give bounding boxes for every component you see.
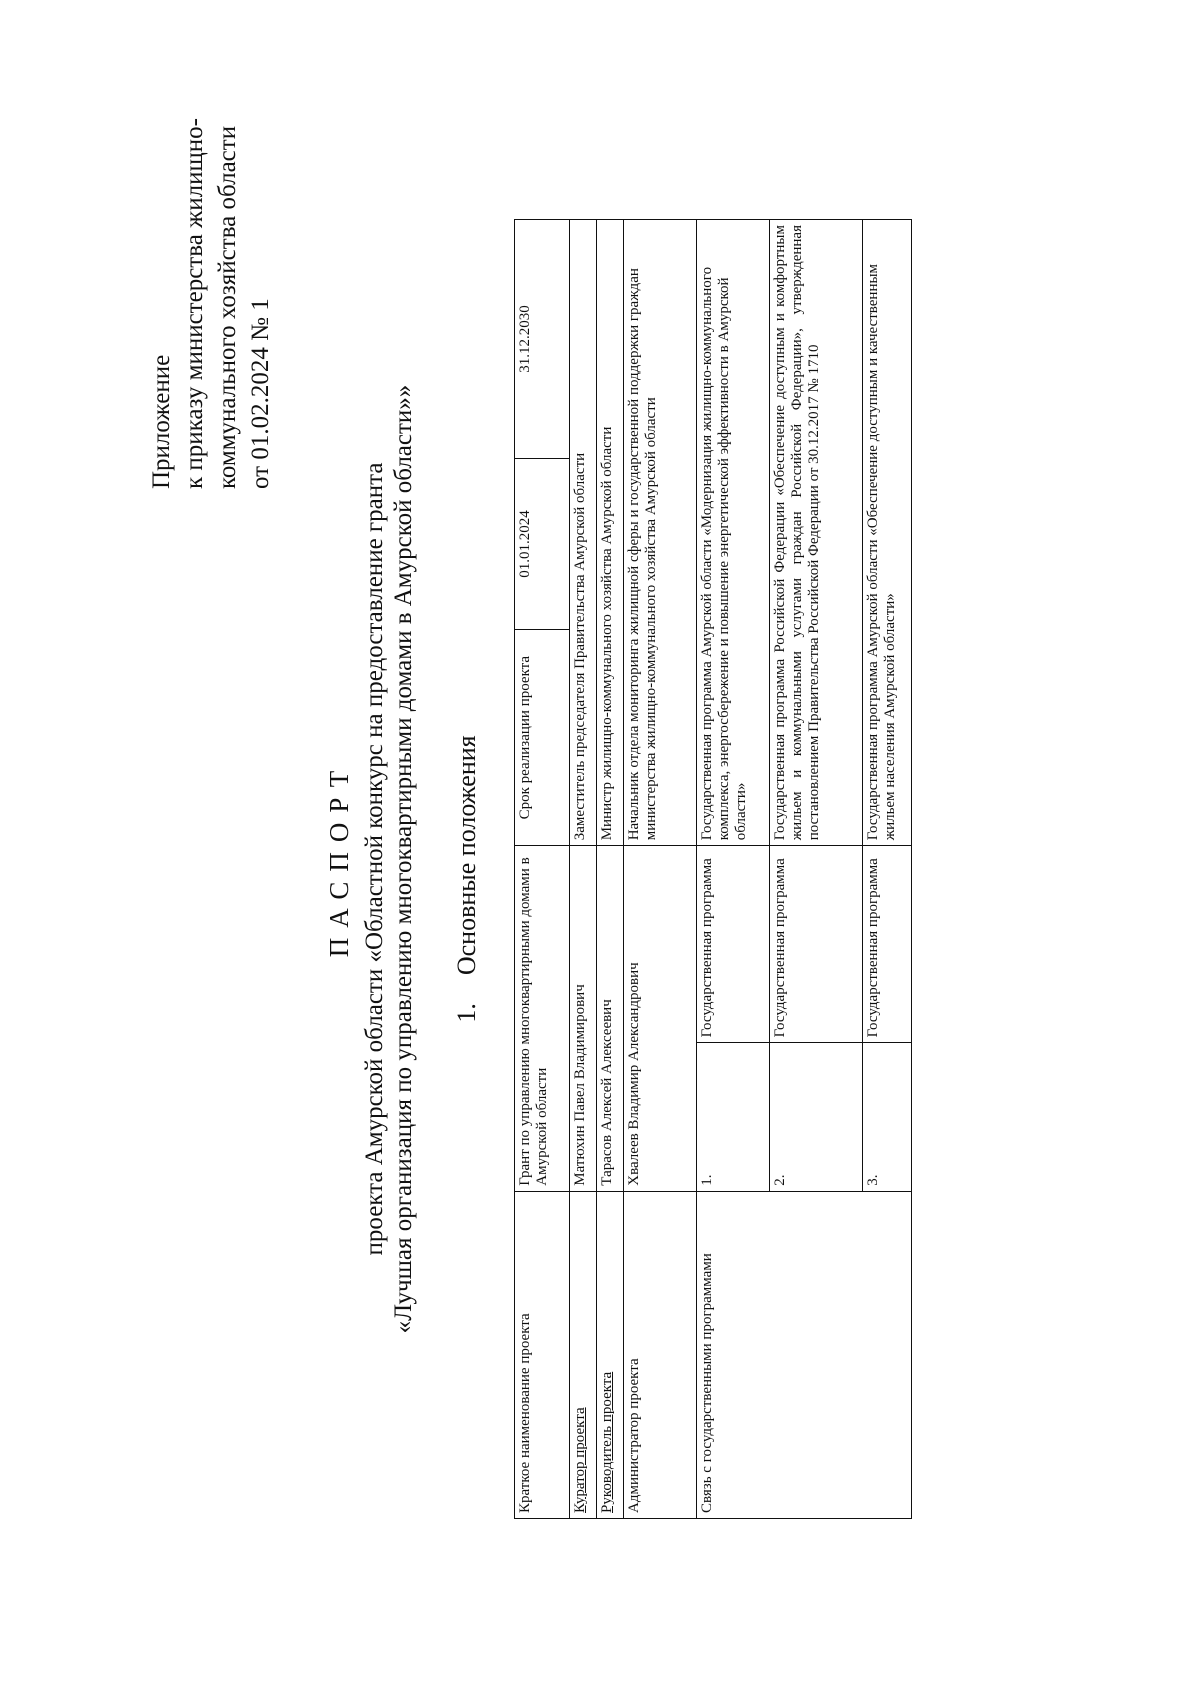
row-label: Краткое наименование проекта xyxy=(515,1191,570,1518)
title-line: проекта Амурской области «Областной конкурс на предоставление гранта xyxy=(361,462,388,1256)
program-number: 2. xyxy=(770,1043,863,1191)
project-short-name: Грант по управлению многоквартирными домами в Амурской области xyxy=(515,846,570,1191)
table-row xyxy=(697,220,770,1519)
appendix-line: к приказу министерства жилищно- xyxy=(181,118,208,489)
table-row xyxy=(570,220,597,1519)
title-main: ПАСПОРТ xyxy=(324,760,354,958)
term-label: Срок реализации проекта xyxy=(515,630,570,846)
admin-position: Начальник отдела мониторинга жилищной сферы и государственной поддержки граждан министерства жилищно-коммунального хозяйства Амурской области xyxy=(624,220,697,846)
program-type: Государственная программа xyxy=(770,846,863,1043)
document-title xyxy=(325,359,418,1359)
admin-name: Хвалеев Владимир Александрович xyxy=(624,846,697,1191)
curator-position: Заместитель председателя Правительства Амурской области xyxy=(570,220,597,846)
table-row xyxy=(597,220,624,1519)
appendix-line: коммунального хозяйства области xyxy=(214,125,241,489)
row-label: Руководитель проекта xyxy=(597,1191,624,1518)
section-title: Основные положения xyxy=(452,735,481,976)
section-number: 1. xyxy=(452,1003,481,1023)
program-text: Государственная программа Амурской области «Обеспечение доступным и качественным жильем населения Амурской области» xyxy=(863,220,912,846)
program-type: Государственная программа xyxy=(863,846,912,1043)
appendix-line: от 01.02.2024 № 1 xyxy=(247,298,274,489)
term-end: 31.12.2030 xyxy=(515,220,570,459)
title-line: «Лучшая организация по управлению многоквартирными домами в Амурской области»» xyxy=(390,384,417,1334)
term-start: 01.01.2024 xyxy=(515,459,570,630)
head-position: Министр жилищно-коммунального хозяйства Амурской области xyxy=(597,220,624,846)
head-name: Тарасов Алексей Алексеевич xyxy=(597,846,624,1191)
appendix-line: Приложение xyxy=(148,354,175,489)
row-label: Администратор проекта xyxy=(624,1191,697,1518)
section-heading xyxy=(452,529,482,1229)
appendix-block xyxy=(145,49,277,489)
program-text: Государственная программа Амурской области «Модернизация жилищно-коммунального комплекса, энергосбережение и повышение энергетической эффективности в Амурской области» xyxy=(697,220,770,846)
program-number: 1. xyxy=(697,1043,770,1191)
program-text: Государственная программа Российской Федерации «Обеспечение доступным и комфортным жильем и коммунальными услугами граждан Российской Федерации», утвержденная постановлением Правительства Российской Федерации от 30.12.2017 № 1710 xyxy=(770,220,863,846)
program-type: Государственная программа xyxy=(697,846,770,1043)
table-row xyxy=(515,220,570,1519)
passport-table xyxy=(514,219,912,1519)
row-label: Связь с государственными программами xyxy=(697,1191,912,1518)
curator-name: Матюхин Павел Владимирович xyxy=(570,846,597,1191)
row-label: Куратор проекта xyxy=(570,1191,597,1518)
program-number: 3. xyxy=(863,1043,912,1191)
table-row xyxy=(624,220,697,1519)
